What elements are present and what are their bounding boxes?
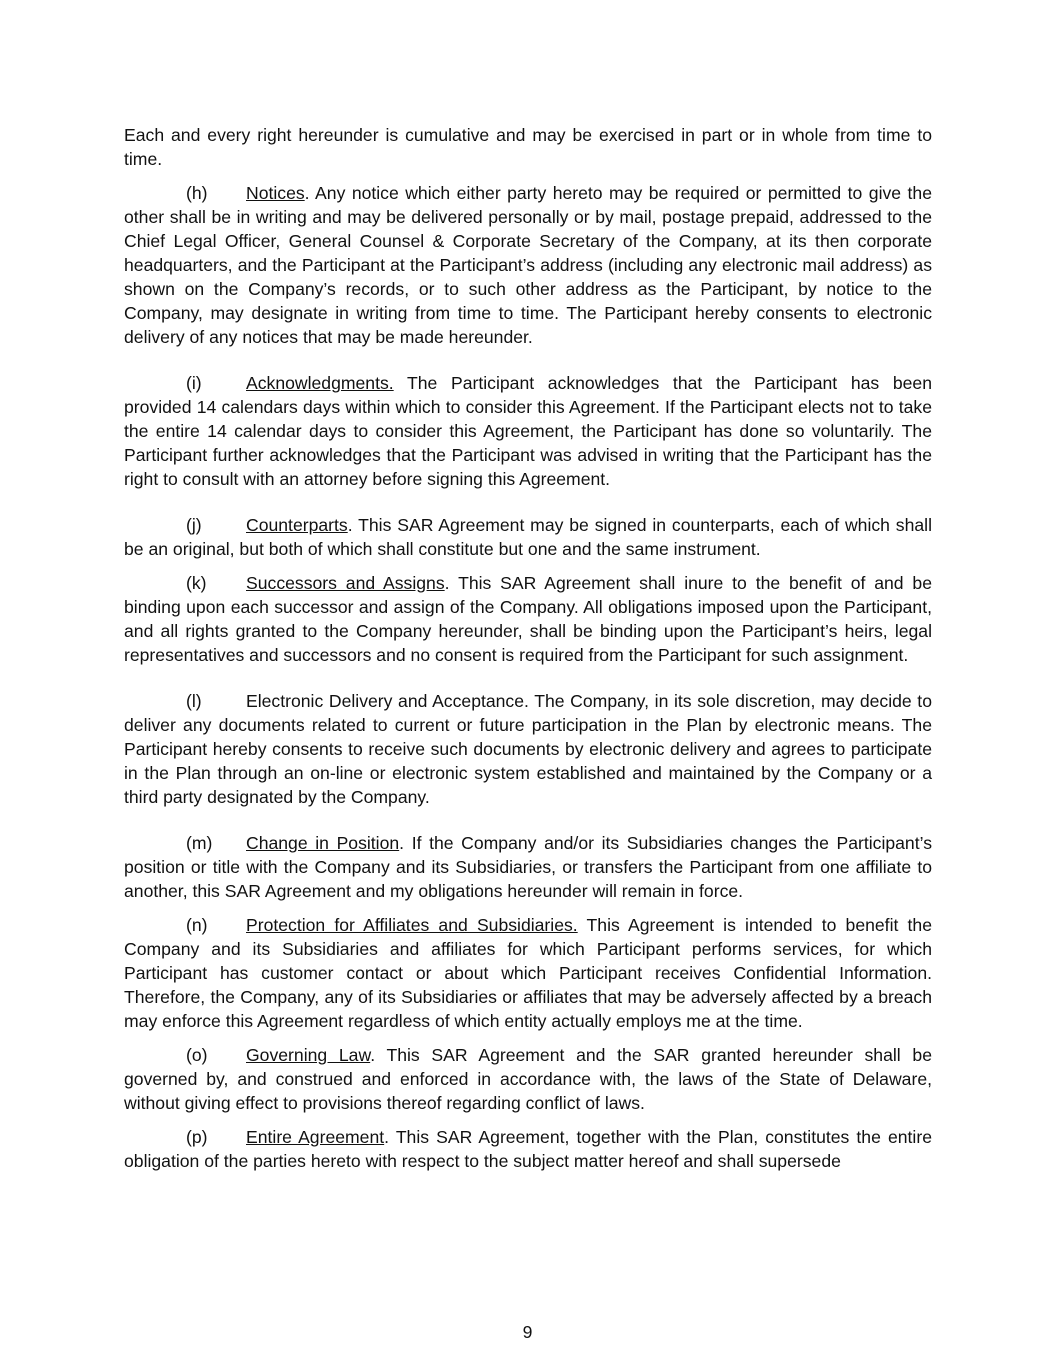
section-heading: Successors and Assigns [246, 573, 445, 593]
section-l-electronic-delivery [124, 689, 932, 809]
section-label: (m) [186, 833, 213, 853]
intro-paragraph [124, 123, 932, 171]
section-h-notices [124, 181, 932, 349]
section-body: The Company, in its sole discretion, may decide to deliver any documents related to current or future participation in the Plan by electronic means. The Participant hereby consents to receive such documents by electronic delivery and agrees to participate in the Plan through an on-line or electronic system established and maintained by the Company or a third party designated by the Company. [124, 691, 932, 807]
heading-punctuation: . [304, 183, 316, 203]
section-heading: Change in Position [246, 833, 400, 853]
section-label: (k) [186, 573, 207, 593]
section-heading: Counterparts [246, 515, 348, 535]
heading-punctuation: . [384, 1127, 396, 1147]
heading-punctuation: . [444, 573, 459, 593]
section-label: (l) [186, 691, 202, 711]
section-j-counterparts [124, 513, 932, 561]
section-heading: Protection for Affiliates and Subsidiaries. [246, 915, 578, 935]
heading-punctuation: . [347, 515, 359, 535]
section-label: (j) [186, 515, 202, 535]
section-heading: Electronic Delivery and Acceptance [246, 691, 525, 711]
section-o-governing-law [124, 1043, 932, 1115]
section-label: (h) [186, 183, 208, 203]
section-p-entire-agreement [124, 1125, 932, 1173]
intro-text: Each and every right hereunder is cumulative and may be exercised in part or in whole from time to time. [124, 125, 932, 169]
section-n-protection-for-affiliates [124, 913, 932, 1033]
section-k-successors-and-assigns [124, 571, 932, 667]
heading-punctuation: . [399, 833, 412, 853]
section-body: This SAR Agreement may be signed in counterparts, each of which shall be an original, but both of which shall constitute but one and the same instrument. [124, 515, 932, 559]
document-page [124, 123, 932, 1173]
heading-punctuation: . [370, 1045, 387, 1065]
section-label: (i) [186, 373, 202, 393]
section-heading: Entire Agreement [246, 1127, 385, 1147]
page-number: 9 [522, 1322, 533, 1342]
section-heading: Acknowledgments. [246, 373, 394, 393]
section-body: If the Company and/or its Subsidiaries changes the Participant’s position or title with the Company and its Subsidiaries, or transfers the Participant from one affiliate to another, this SAR Agreement and my obligations hereunder will remain in force. [124, 833, 932, 901]
section-heading: Governing Law [246, 1045, 371, 1065]
heading-punctuation [394, 373, 407, 393]
heading-punctuation: . [524, 691, 535, 711]
section-body: This SAR Agreement and the SAR granted hereunder shall be governed by, and construed and enforced in accordance with, the laws of the State of Delaware, without giving effect to provisions thereof regarding conflict of laws. [124, 1045, 932, 1113]
section-m-change-in-position [124, 831, 932, 903]
section-body: This SAR Agreement shall inure to the benefit of and be binding upon each successor and assign of the Company. All obligations imposed upon the Participant, and all rights granted to the Company hereunder, shall be binding upon the Participant’s heirs, legal representatives and successors and no consent is required from the Participant for such assignment. [124, 573, 932, 665]
section-label: (p) [186, 1127, 208, 1147]
section-label: (o) [186, 1045, 208, 1065]
section-label: (n) [186, 915, 208, 935]
section-body: Any notice which either party hereto may be required or permitted to give the other shall be in writing and may be delivered personally or by mail, postage prepaid, addressed to the Chief Legal Officer, General Counsel & Corporate Secretary of the Company, at its then corporate headquarters, and the Participant at the Participant’s address (including any electronic mail address) as shown on the Company’s records, or to such other address as the Participant, by notice to the Company, may designate in writing from time to time. The Participant hereby consents to electronic delivery of any notices that may be made hereunder. [124, 183, 932, 347]
section-body: This SAR Agreement, together with the Plan, constitutes the entire obligation of the parties hereto with respect to the subject matter hereof and shall supersede [124, 1127, 932, 1171]
heading-punctuation [578, 915, 587, 935]
section-i-acknowledgments [124, 371, 932, 491]
section-body: This Agreement is intended to benefit the Company and its Subsidiaries and affiliates for which Participant performs services, for which Participant has customer contact or about which Participant receives Confidential Information. Therefore, the Company, any of its Subsidiaries or affiliates that may be adversely affected by a breach may enforce this Agreement regardless of which entity actually employs me at the time. [124, 915, 932, 1031]
section-heading: Notices [246, 183, 305, 203]
section-body: The Participant acknowledges that the Participant has been provided 14 calendars days within which to consider this Agreement. If the Participant elects not to take the entire 14 calendar days to consider this Agreement, the Participant has done so voluntarily. The Participant further acknowledges that the Participant was advised in writing that the Participant has the right to consult with an attorney before signing this Agreement. [124, 373, 932, 489]
